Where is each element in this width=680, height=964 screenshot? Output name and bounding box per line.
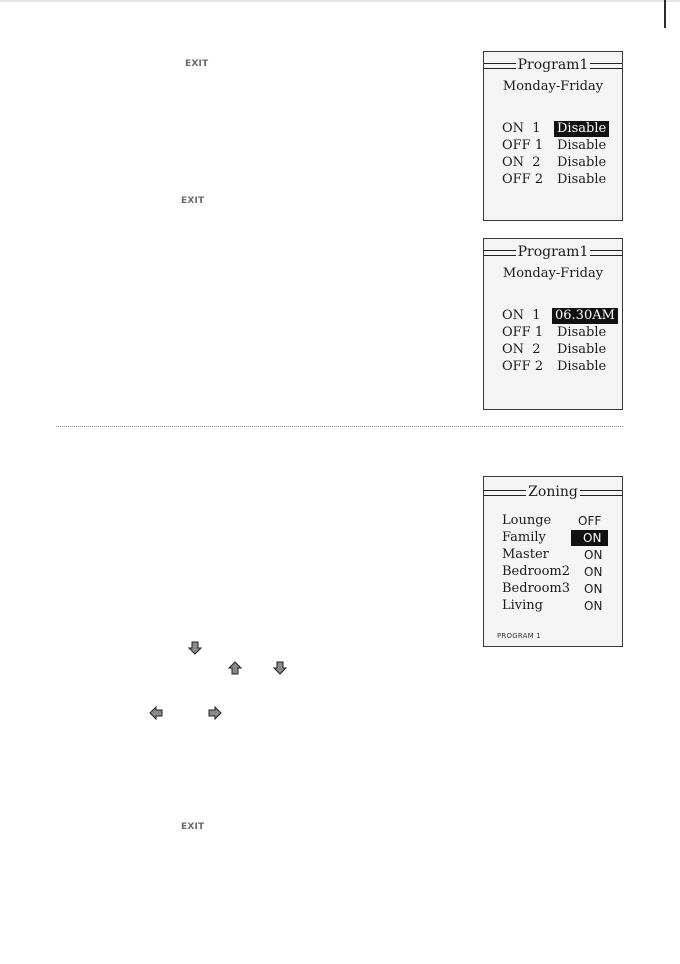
lcd-screen-program1-disabled bbox=[483, 51, 623, 221]
row-value: Disable bbox=[557, 172, 607, 187]
zone-name: Lounge bbox=[502, 513, 552, 528]
zone-name: Bedroom3 bbox=[502, 581, 571, 596]
lcd-row bbox=[502, 359, 612, 375]
row-value: Disable bbox=[557, 155, 607, 170]
zone-state: ON bbox=[584, 565, 603, 579]
zone-name: Bedroom2 bbox=[502, 564, 571, 579]
row-value: Disable bbox=[557, 138, 607, 153]
page-edge-tab bbox=[664, 0, 666, 28]
lcd-title-bar bbox=[484, 483, 622, 503]
lcd-row bbox=[502, 325, 612, 341]
row-label: ON 1 bbox=[502, 308, 541, 323]
lcd-title-bar bbox=[484, 243, 622, 263]
lcd-row bbox=[502, 155, 612, 171]
row-label: OFF 2 bbox=[502, 172, 544, 187]
lcd-screen-zoning bbox=[483, 476, 623, 647]
arrow-down-icon bbox=[272, 660, 288, 676]
lcd-footer-program: PROGRAM 1 bbox=[497, 632, 541, 640]
zone-name: Master bbox=[502, 547, 549, 562]
lcd-subtitle: Monday-Friday bbox=[502, 266, 604, 281]
zone-row bbox=[484, 564, 622, 580]
lcd-row bbox=[502, 172, 612, 188]
row-label: OFF 1 bbox=[502, 138, 544, 153]
lcd-row bbox=[502, 342, 612, 358]
zone-state: ON bbox=[584, 582, 603, 596]
exit-key-icon: EXIT bbox=[181, 196, 205, 206]
row-value: Disable bbox=[557, 342, 607, 357]
lcd-row bbox=[502, 138, 612, 154]
lcd-title: Program1 bbox=[517, 244, 589, 260]
zone-row bbox=[484, 598, 622, 614]
zone-row bbox=[484, 547, 622, 563]
zone-state-selected: ON bbox=[571, 530, 608, 546]
section-divider bbox=[56, 426, 623, 427]
row-label: ON 2 bbox=[502, 342, 541, 357]
row-label: ON 2 bbox=[502, 155, 541, 170]
zone-state: OFF bbox=[578, 514, 602, 528]
lcd-subtitle: Monday-Friday bbox=[502, 79, 604, 94]
arrow-up-icon bbox=[227, 660, 243, 676]
exit-key-icon: EXIT bbox=[181, 822, 205, 832]
lcd-title: Zoning bbox=[528, 484, 578, 500]
zone-state: ON bbox=[584, 599, 603, 613]
lcd-title-bar bbox=[484, 56, 622, 76]
page-top-rule bbox=[0, 0, 680, 2]
arrow-down-icon bbox=[187, 640, 203, 656]
zone-state: ON bbox=[584, 548, 603, 562]
lcd-title: Program1 bbox=[517, 57, 589, 73]
row-value: Disable bbox=[557, 359, 607, 374]
row-value-selected: Disable bbox=[554, 121, 609, 137]
lcd-row bbox=[502, 308, 615, 324]
arrow-left-icon bbox=[148, 705, 164, 721]
row-value: Disable bbox=[557, 325, 607, 340]
lcd-row bbox=[502, 121, 612, 137]
zone-name: Living bbox=[502, 598, 543, 613]
zone-row bbox=[484, 581, 622, 597]
row-label: ON 1 bbox=[502, 121, 541, 136]
lcd-screen-program1-time-set bbox=[483, 238, 623, 410]
row-label: OFF 2 bbox=[502, 359, 544, 374]
row-label: OFF 1 bbox=[502, 325, 544, 340]
row-value-selected: 06.30AM bbox=[552, 308, 618, 324]
arrow-right-icon bbox=[207, 705, 223, 721]
zone-name: Family bbox=[502, 530, 546, 545]
exit-key-icon: EXIT bbox=[185, 59, 209, 69]
zone-row bbox=[484, 513, 622, 529]
zone-row bbox=[484, 530, 622, 546]
